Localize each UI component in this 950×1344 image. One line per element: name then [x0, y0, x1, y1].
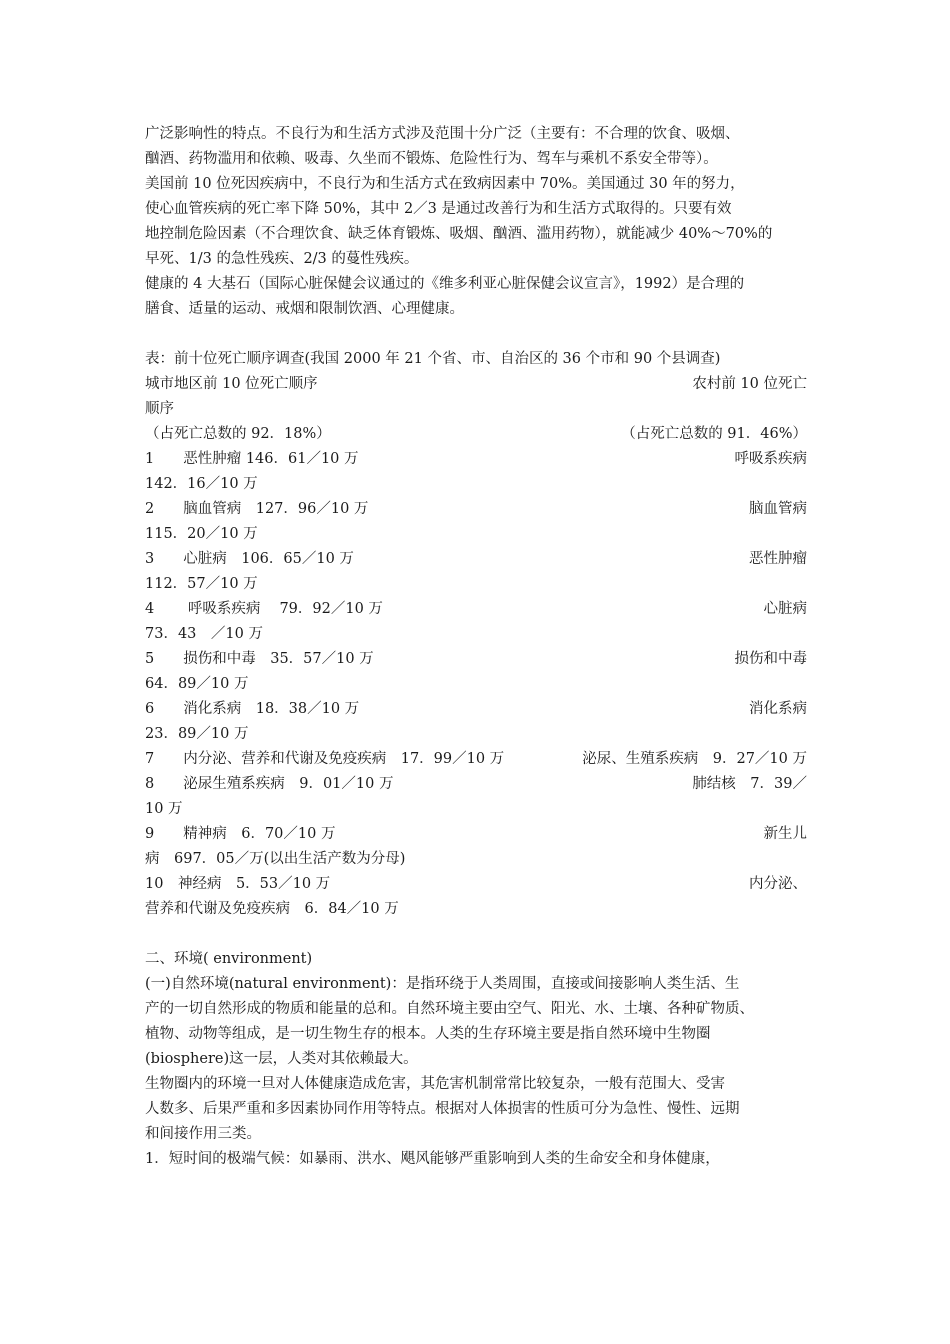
- rural-cell-cont: 115．20／10 万: [145, 526, 258, 542]
- city-percentage: （占死亡总数的 92．18%）: [145, 426, 331, 442]
- text-line: 酗酒、药物滥用和依赖、吸毒、久坐而不锻炼、危险性行为、驾车与乘机不系安全带等）。: [145, 151, 718, 167]
- table-pct-row: [145, 422, 807, 447]
- spacer: [145, 322, 807, 347]
- rural-header-cont: 顺序: [145, 401, 174, 417]
- text-line: 人数多、后果严重和多因素协同作用等特点。根据对人体损害的性质可分为急性、慢性、远期: [145, 1101, 740, 1117]
- city-cell: 6 消化系病 18．38／10 万: [145, 701, 360, 717]
- city-cell: 9 精神病 6．70／10 万: [145, 826, 336, 842]
- text-line: 产的一切自然形成的物质和能量的总和。自然环境主要由空气、阳光、水、土壤、各种矿物质、: [145, 1001, 754, 1017]
- death-rank-table: [145, 347, 807, 922]
- city-cell: 2 脑血管病 127．96／10 万: [145, 501, 369, 517]
- rural-cell: 损伤和中毒: [734, 651, 807, 667]
- city-cell: 4 呼吸系疾病 79．92／10 万: [145, 601, 383, 617]
- rural-header: 农村前 10 位死亡: [692, 376, 807, 392]
- table-row: [145, 822, 807, 847]
- rural-cell-cont: 病 697．05／万(以出生活产数为分母): [145, 851, 406, 867]
- text-line: 和间接作用三类。: [145, 1126, 261, 1142]
- text-line: 1．短时间的极端气候：如暴雨、洪水、飓风能够严重影响到人类的生命安全和身体健康，: [145, 1151, 720, 1167]
- rural-cell: 呼吸系疾病: [734, 451, 807, 467]
- rural-cell-cont: 73．43 ／10 万: [145, 626, 263, 642]
- table-caption: 表：前十位死亡顺序调查(我国 2000 年 21 个省、市、自治区的 36 个市和 90 个县调查): [145, 351, 721, 367]
- city-cell: 10 神经病 5．53／10 万: [145, 876, 331, 892]
- rural-cell-cont: 112．57／10 万: [145, 576, 258, 592]
- rural-cell: 内分泌、: [749, 876, 807, 892]
- text-line: 膳食、适量的运动、戒烟和限制饮酒、心理健康。: [145, 301, 464, 317]
- table-row: [145, 747, 807, 772]
- table-header-row: [145, 372, 807, 397]
- city-cell: 8 泌尿生殖系疾病 9．01／10 万: [145, 776, 394, 792]
- intro-paragraph: [145, 122, 807, 322]
- text-line: 早死、1/3 的急性残疾、2/3 的蔓性残疾。: [145, 251, 419, 267]
- rural-cell-cont: 142．16／10 万: [145, 476, 258, 492]
- spacer: [145, 922, 807, 947]
- section-heading: 二、环境( environment): [145, 951, 313, 967]
- text-line: (biosphere)这一层，人类对其依赖最大。: [145, 1051, 418, 1067]
- rural-cell: 新生儿: [763, 826, 807, 842]
- city-cell: 7 内分泌、营养和代谢及免疫疾病 17．99／10 万: [145, 751, 505, 767]
- table-row: [145, 647, 807, 672]
- text-line: 健康的 4 大基石（国际心脏保健会议通过的《维多利亚心脏保健会议宣言》，1992）是合理的: [145, 276, 745, 292]
- rural-cell: 恶性肿瘤: [749, 551, 807, 567]
- city-cell: 1 恶性肿瘤 146．61／10 万: [145, 451, 359, 467]
- text-line: (一)自然环境(natural environment)：是指环绕于人类周围，直接或间接影响人类生活、生: [145, 976, 740, 992]
- rural-cell: 消化系病: [749, 701, 807, 717]
- table-row: [145, 772, 807, 797]
- text-line: 植物、动物等组成，是一切生物生存的根本。人类的生存环境主要是指自然环境中生物圈: [145, 1026, 711, 1042]
- rural-cell: 脑血管病: [749, 501, 807, 517]
- table-row: [145, 497, 807, 522]
- table-row: [145, 447, 807, 472]
- table-row: [145, 872, 807, 897]
- rural-cell: 肺结核 7．39／: [692, 776, 807, 792]
- city-cell: 3 心脏病 106．65／10 万: [145, 551, 354, 567]
- text-line: 广泛影响性的特点。不良行为和生活方式涉及范围十分广泛（主要有：不合理的饮食、吸烟、: [145, 126, 740, 142]
- text-line: 美国前 10 位死因疾病中，不良行为和生活方式在致病因素中 70%。美国通过 30 年的努力，: [145, 176, 745, 192]
- text-line: 使心血管疾病的死亡率下降 50%，其中 2／3 是通过改善行为和生活方式取得的。只要有效: [145, 201, 732, 217]
- environment-section: [145, 947, 807, 1172]
- rural-cell: 心脏病: [763, 601, 807, 617]
- text-line: 地控制危险因素（不合理饮食、缺乏体育锻炼、吸烟、酗酒、滥用药物），就能减少 40%～70%的: [145, 226, 773, 242]
- city-cell: 5 损伤和中毒 35．57／10 万: [145, 651, 374, 667]
- city-header: 城市地区前 10 位死亡顺序: [145, 376, 318, 392]
- rural-percentage: （占死亡总数的 91．46%）: [621, 426, 807, 442]
- rural-cell-cont: 23．89／10 万: [145, 726, 249, 742]
- text-line: 生物圈内的环境一旦对人体健康造成危害，其危害机制常常比较复杂，一般有范围大、受害: [145, 1076, 725, 1092]
- rural-cell-cont: 10 万: [145, 801, 183, 817]
- rural-cell-cont: 64．89／10 万: [145, 676, 249, 692]
- table-row: [145, 697, 807, 722]
- rural-cell: 泌尿、生殖系疾病 9．27／10 万: [582, 751, 807, 767]
- rural-cell-cont: 营养和代谢及免疫疾病 6．84／10 万: [145, 901, 399, 917]
- table-row: [145, 597, 807, 622]
- table-row: [145, 547, 807, 572]
- document-page: [145, 122, 807, 1172]
